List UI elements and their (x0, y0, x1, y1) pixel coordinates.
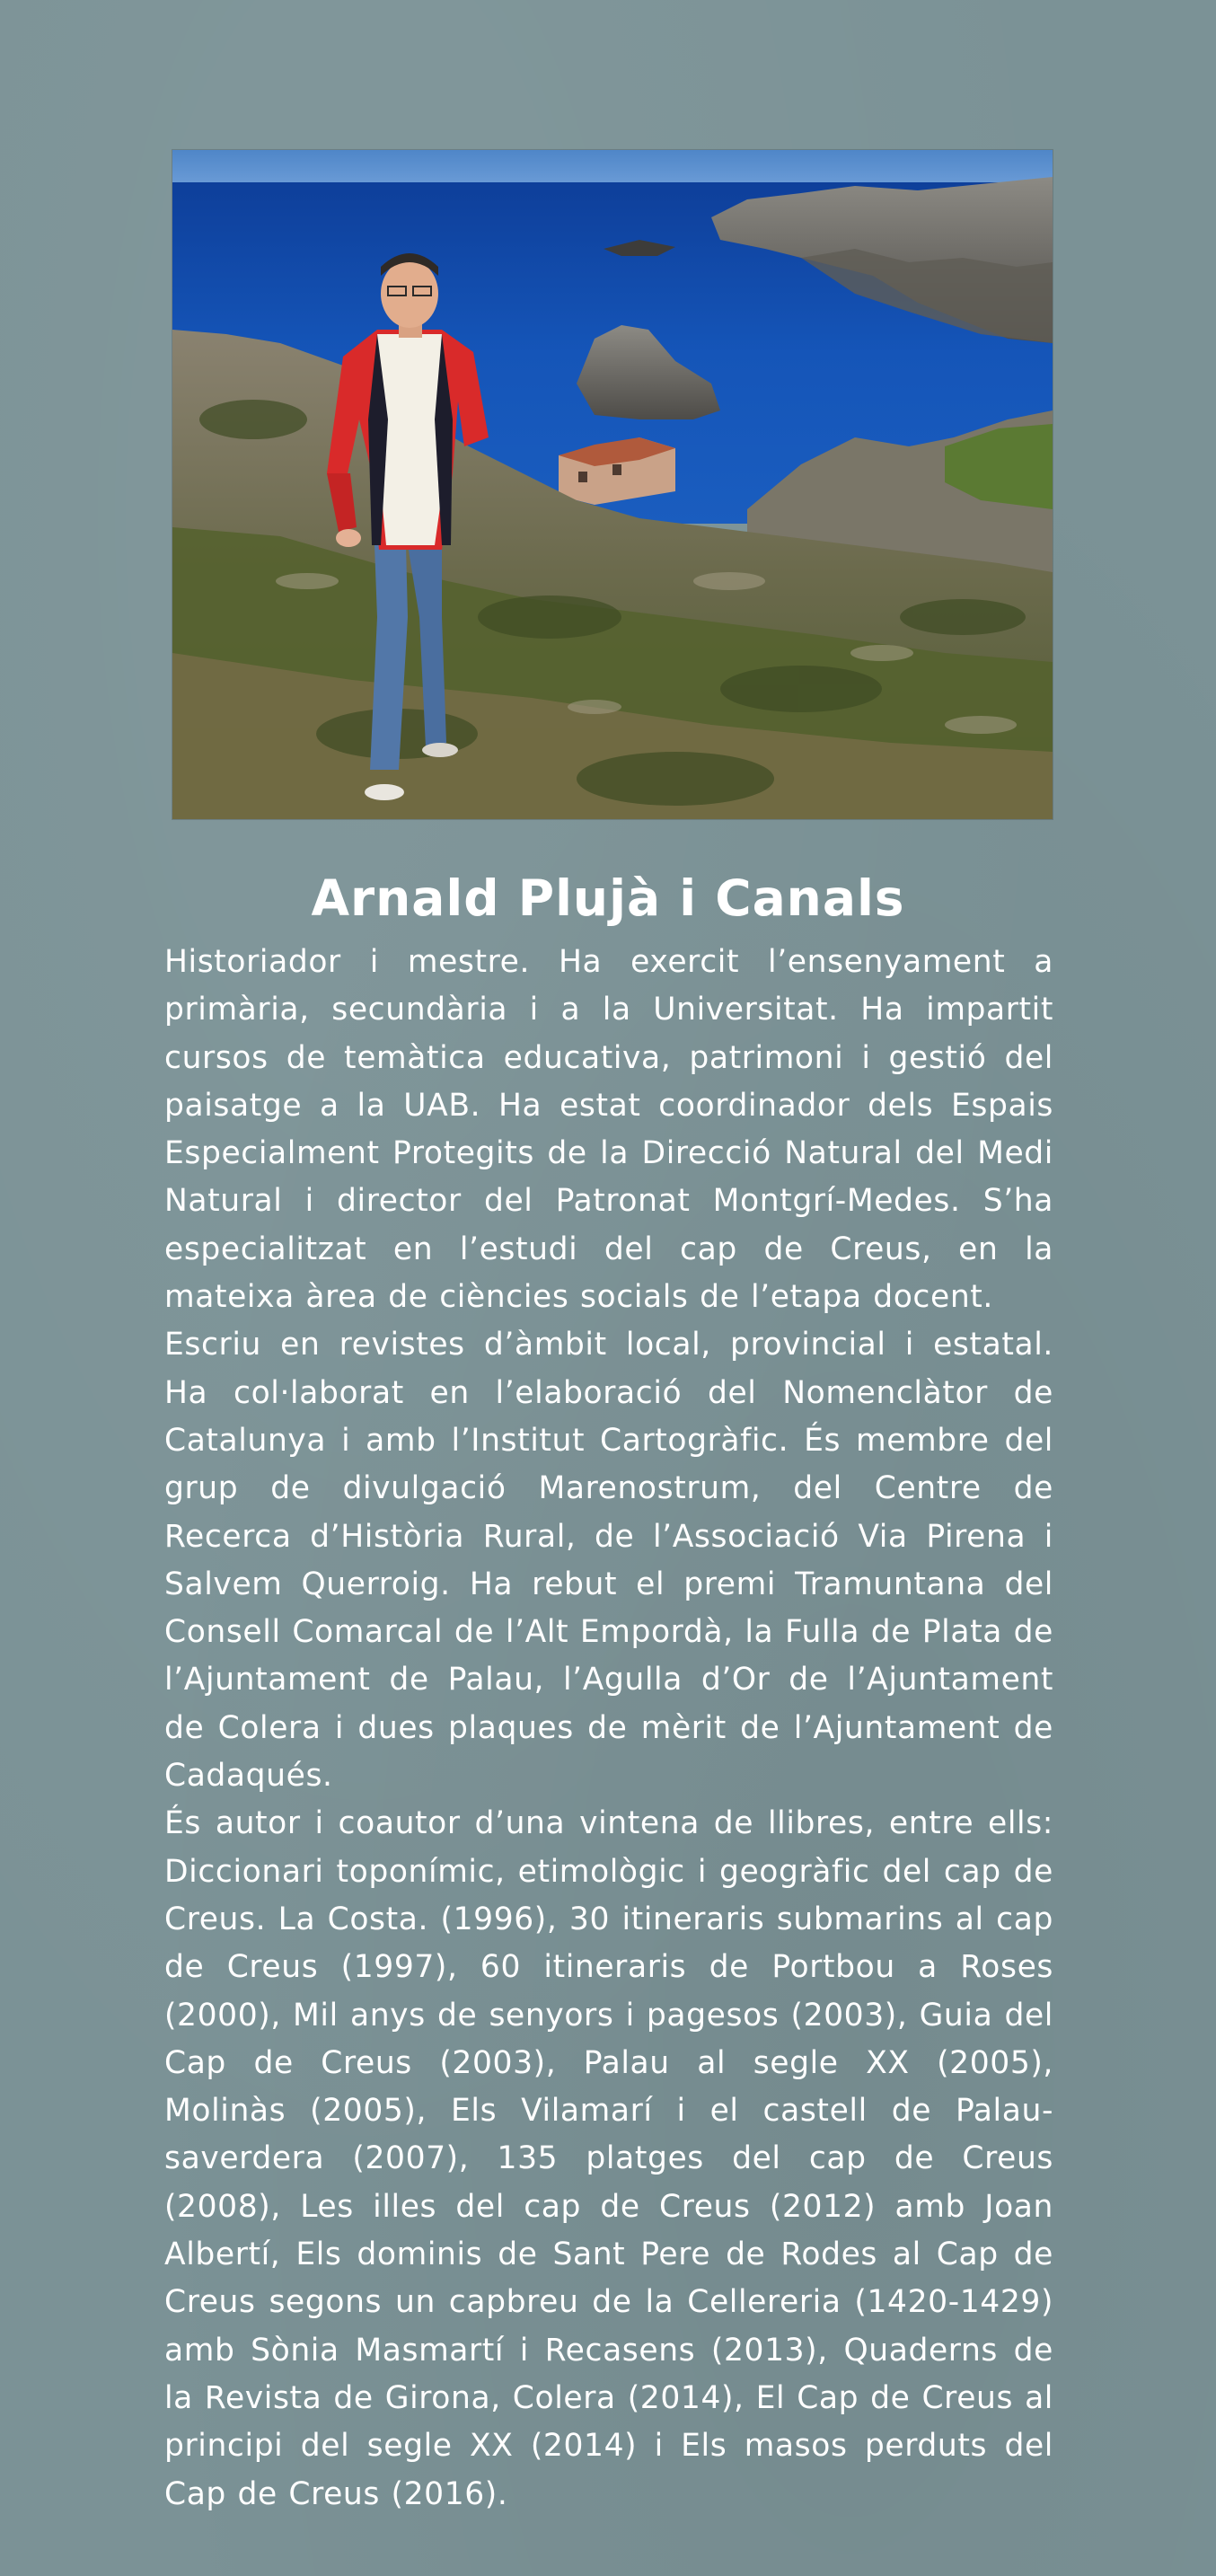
author-name-heading: Arnald Plujà i Canals (311, 869, 905, 927)
author-biography (164, 939, 1053, 2519)
bio-paragraph: Historiador i mestre. Ha exercit l’ensenyament a primària, secundària i a la Universitat. Ha impartit cursos de temàtica educativa, patrimoni i gestió del paisatge a la UAB. Ha estat coordinador dels Espais Especialment Protegits de la Direcció Natural del Medi Natural i director del Patronat Montgrí-Medes. S’ha especialitzat en l’estudi del cap de Creus, en la mateixa àrea de ciències socials de l’etapa docent. (164, 944, 1053, 1316)
author-portrait-landscape-icon (172, 150, 1053, 819)
bio-paragraph: És autor i coautor d’una vintena de llibres, entre ells: Diccionari toponímic, etimològic i geogràfic del cap de Creus. La Costa. (1996), 30 itineraris submarins al cap de Creus (1997), 60 itineraris de Portbou a Roses (2000), Mil anys de senyors i pagesos (2003), Guia del Cap de Creus (2003), Palau al segle XX (2005), Molinàs (2005), Els Vilamarí i el castell de Palau-saverdera (2007), 135 platges del cap de Creus (2008), Les illes del cap de Creus (2012) amb Joan Albertí, Els dominis de Sant Pere de Rodes al Cap de Creus segons un capbreu de la Cellereria (1420-1429) amb Sònia Masmartí i Recasens (2013), Quaderns de la Revista de Girona, Colera (2014), El Cap de Creus al principi del segle XX (2014) i Els masos perduts del Cap de Creus (2016). (164, 1805, 1053, 2512)
bio-paragraph: Escriu en revistes d’àmbit local, provincial i estatal. Ha col·laborat en l’elaboració del Nomenclàtor de Catalunya i amb l’Institut Cartogràfic. És membre del grup de divulgació Marenostrum, del Centre de Recerca d’Història Rural, de l’Associació Via Pirena i Salvem Querroig. Ha rebut el premi Tramuntana del Consell Comarcal de l’Alt Empordà, la Fulla de Plata de l’Ajuntament de Palau, l’Agulla d’Or de l’Ajuntament de Colera i dues plaques de mèrit de l’Ajuntament de Cadaqués. (164, 1327, 1053, 1795)
author-photo (172, 150, 1053, 819)
